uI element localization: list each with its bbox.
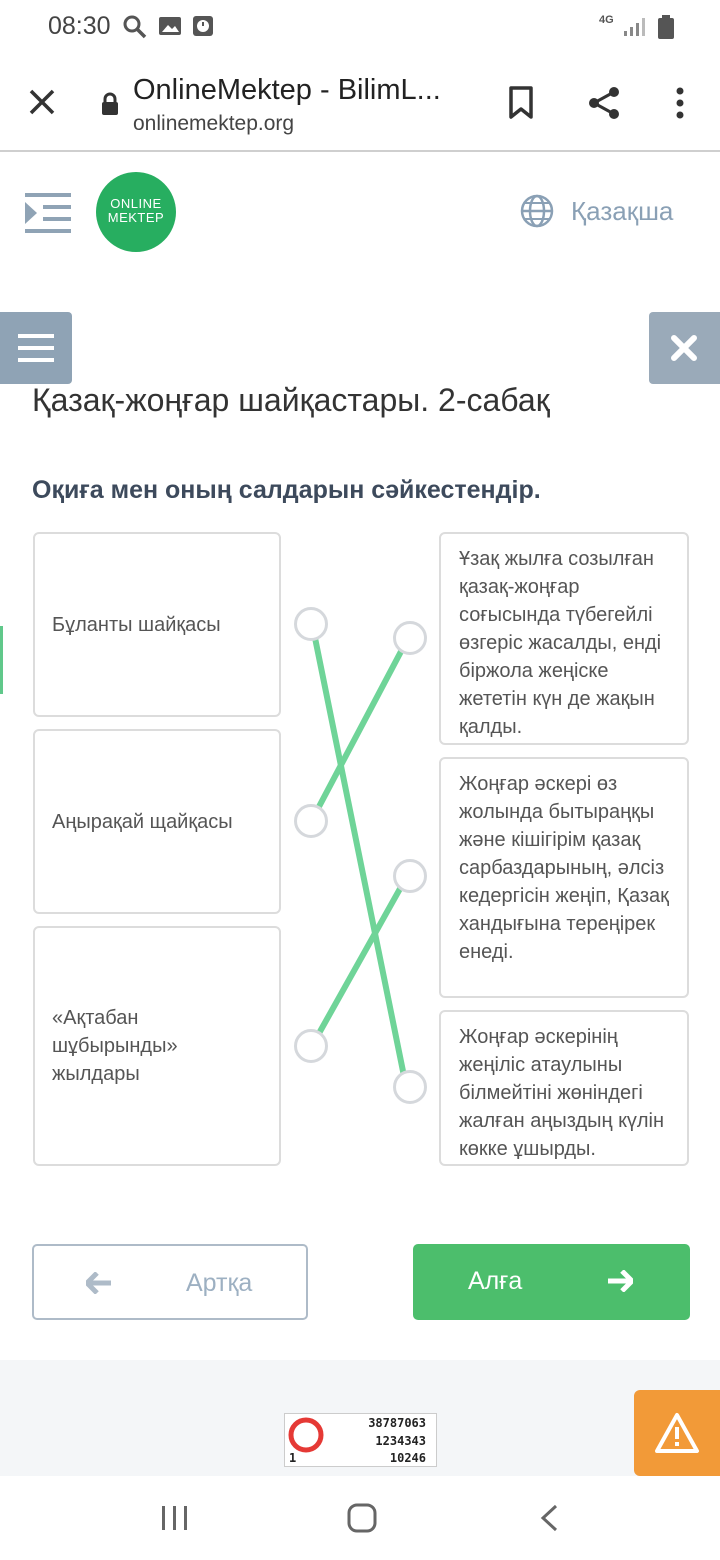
back-nav-icon[interactable] [538, 1503, 560, 1533]
right-connector-2[interactable] [393, 859, 427, 893]
counter-line-1: 38787063 [368, 1416, 426, 1430]
consequence-text-1: Ұзақ жылға созылған қазақ-жоңғар соғысында түбегейлі өзгеріс жасалды, енді біржола жеңіске жететін күн де жақын қалды. [459, 548, 662, 738]
connection-line-2 [313, 642, 406, 818]
consequence-text-3: Жоңғар әскерінің жеңіліс атаулыны білмейтіні жөніндегі жалған аңыздың күлін көкке ұшырды. [459, 1026, 665, 1160]
network-type: 4G [599, 14, 614, 26]
event-label-3: «Ақтабан шұбырынды» жылдары [52, 1007, 178, 1085]
back-label: Артқа [186, 1269, 253, 1297]
status-time: 08:30 [48, 12, 111, 40]
event-card-1[interactable] [33, 532, 281, 717]
visit-counter[interactable] [284, 1413, 437, 1467]
page-title: Қазақ-жоңғар шайқастары. 2-сабақ [32, 382, 550, 418]
report-problem-button[interactable] [634, 1390, 720, 1476]
recent-apps-icon[interactable] [160, 1504, 190, 1532]
left-connector-3[interactable] [294, 1029, 328, 1063]
left-connector-1[interactable] [294, 607, 328, 641]
left-connector-2[interactable] [294, 804, 328, 838]
counter-line-3-right: 10246 [389, 1451, 426, 1465]
back-button[interactable] [32, 1244, 308, 1320]
consequence-text-2: Жоңғар әскері өз жолында бытыраңқы және кішігірім қазақ сарбаздарының, әлсіз кедергісін жеңіп, Қазақ хандығына тереңірек енеді. [459, 773, 669, 963]
consequence-card-2[interactable] [439, 757, 689, 998]
event-label-1: Бұланты шайқасы [52, 613, 221, 636]
event-card-2[interactable] [33, 729, 281, 914]
event-card-3[interactable] [33, 926, 281, 1166]
logo-line1: ONLINE [110, 196, 162, 211]
home-icon[interactable] [346, 1502, 378, 1534]
event-label-2: Аңырақай щайқасы [52, 810, 233, 833]
task-instruction: Оқиға мен оның салдарын сәйкестендір. [32, 476, 541, 504]
counter-line-2: 1234343 [375, 1434, 426, 1448]
counter-line-3-left: 1 [289, 1451, 297, 1465]
counter-ring-icon [288, 1417, 324, 1453]
right-connector-3[interactable] [393, 1070, 427, 1104]
language-selector[interactable]: Қазақша [571, 196, 674, 226]
consequence-card-1[interactable] [439, 532, 689, 745]
logo-line2: MEKTEP [107, 210, 165, 225]
arrow-right-icon [607, 1270, 633, 1292]
page-tab-title: OnlineMektep - BilimL... [133, 74, 441, 106]
arrow-left-icon [86, 1272, 112, 1294]
system-nav-bar [0, 1476, 720, 1560]
url-text[interactable]: onlinemektep.org [133, 112, 295, 135]
consequence-card-3[interactable] [439, 1010, 689, 1166]
forward-label: Алға [468, 1267, 523, 1295]
right-connector-1[interactable] [393, 621, 427, 655]
warning-icon [654, 1412, 700, 1454]
forward-button[interactable] [413, 1244, 690, 1320]
